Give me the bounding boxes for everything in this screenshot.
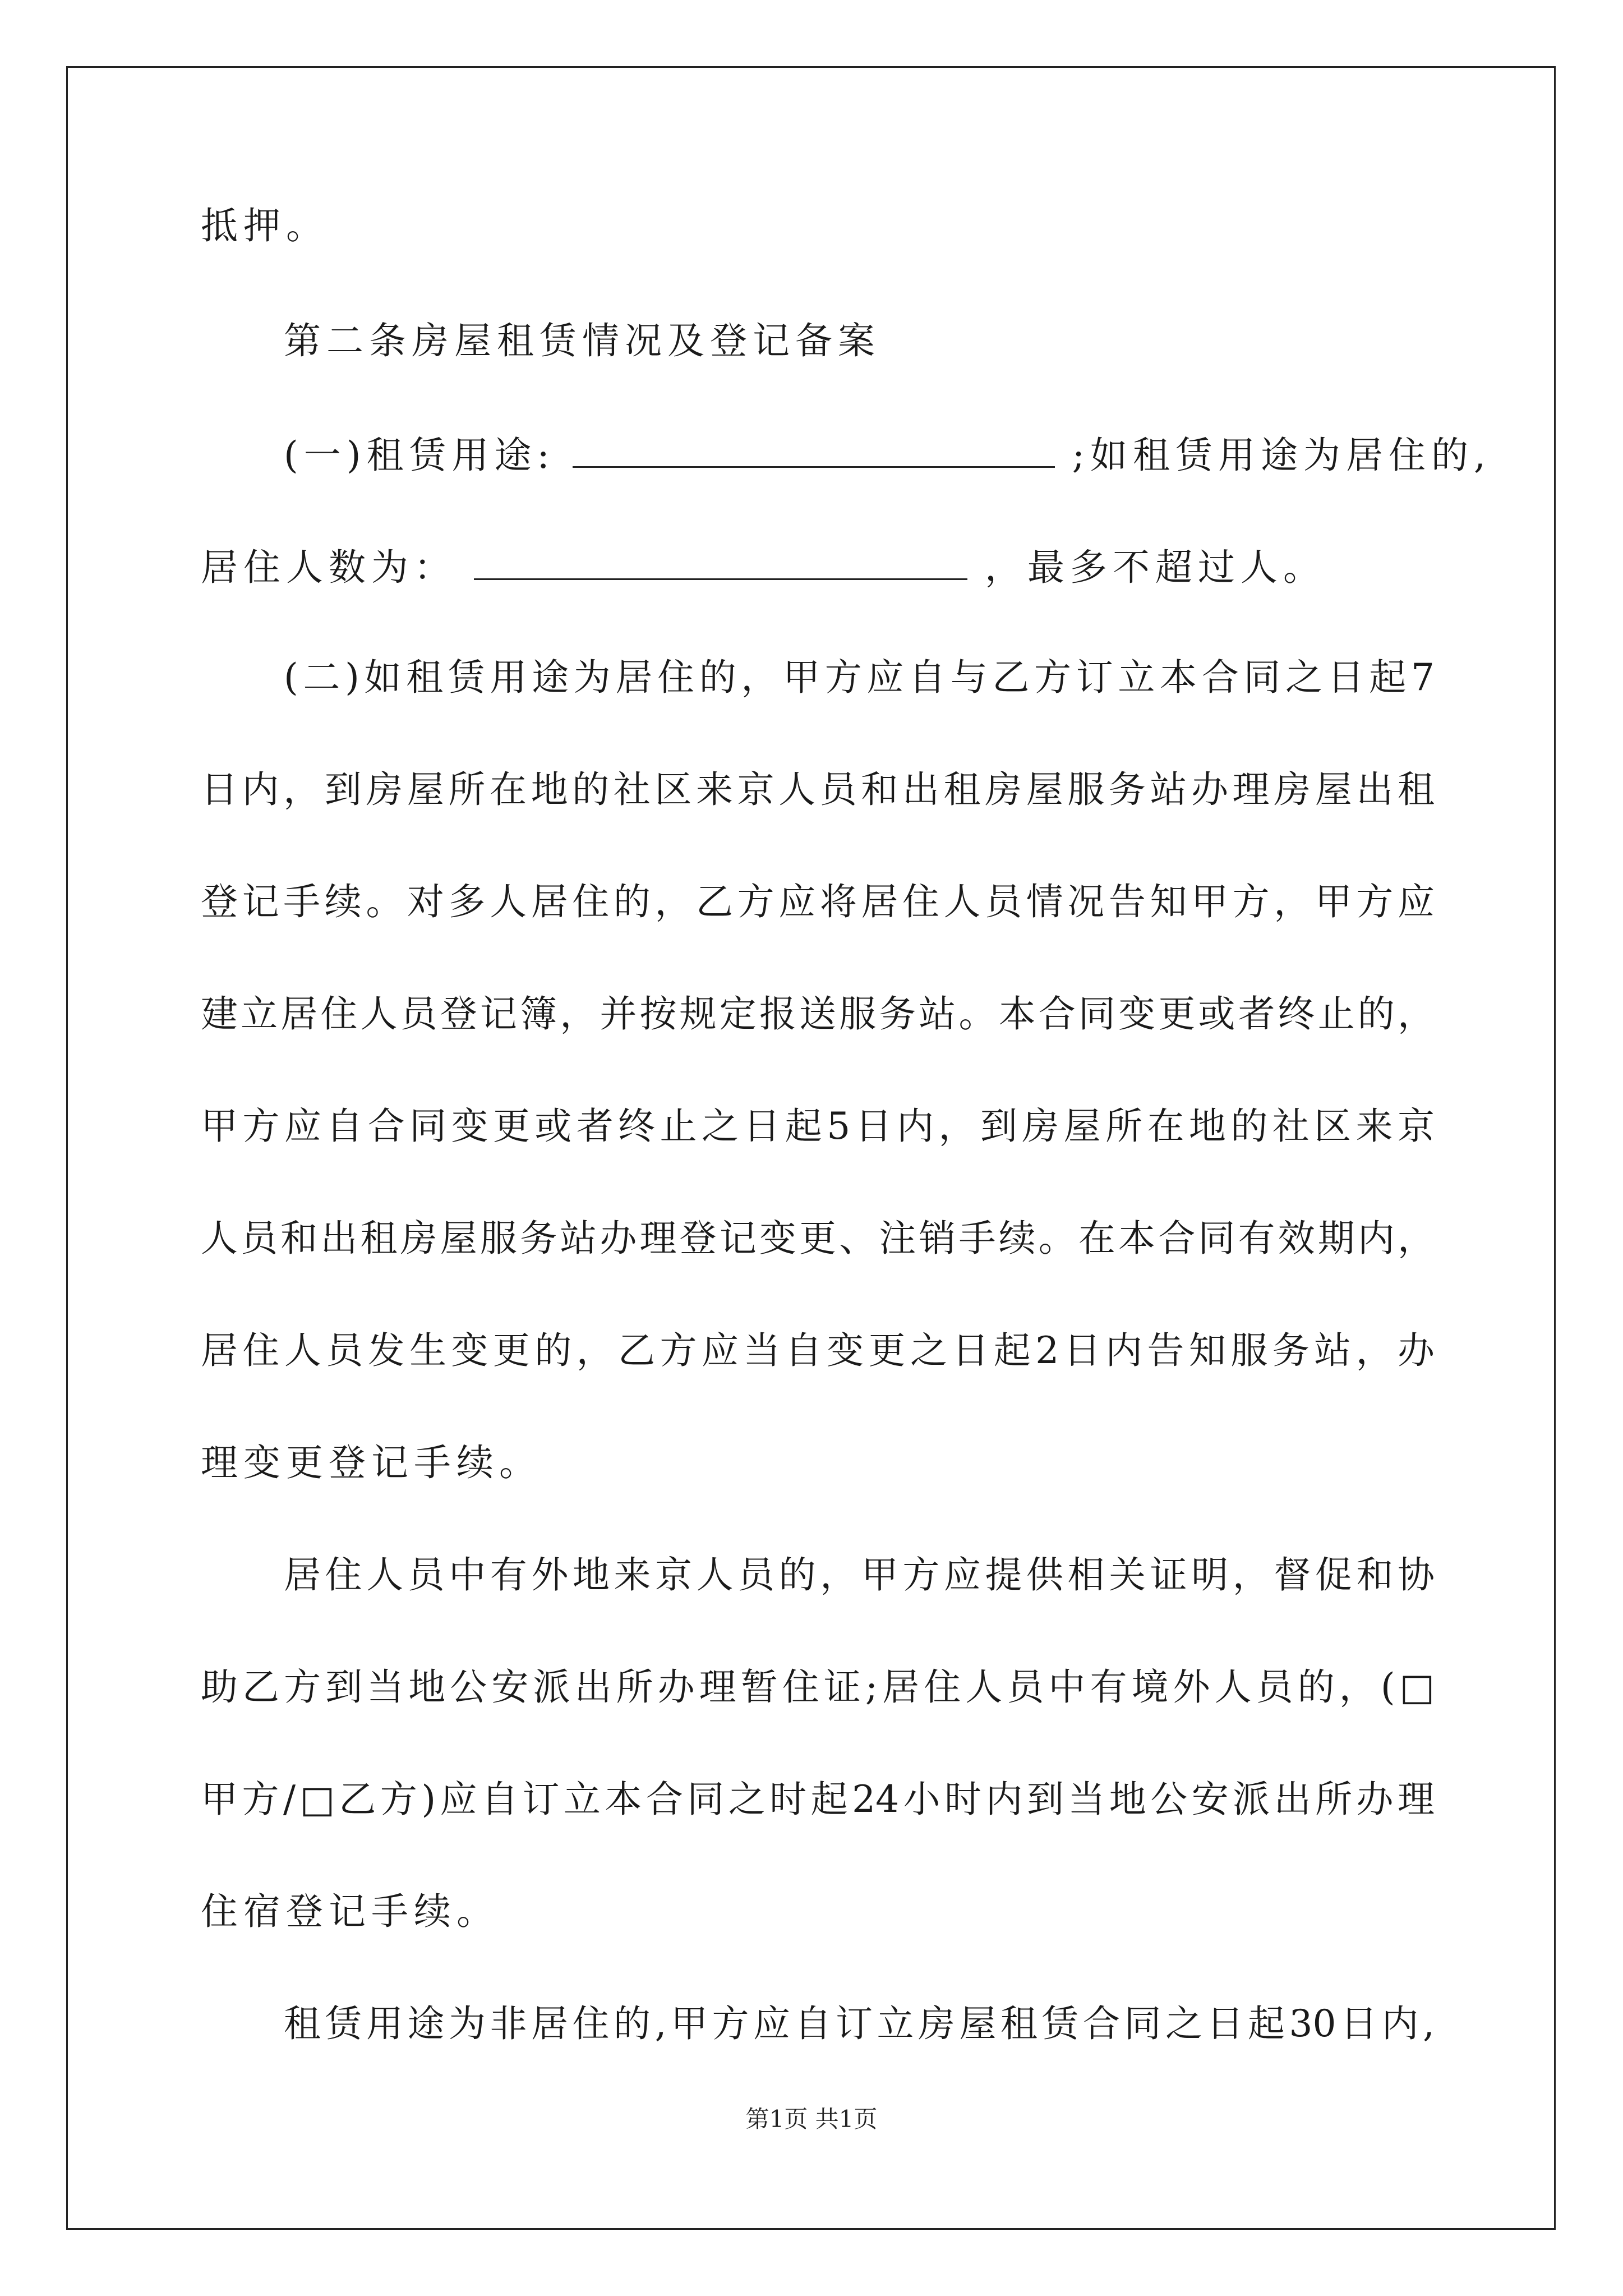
section-heading: 第二条房屋租赁情况及登记备案 — [284, 319, 880, 362]
text-line: 登记手续。对多人居住的，乙方应将居住人员情况告知甲方，甲方应 — [201, 880, 1435, 923]
text-line: 住宿登记手续。 — [201, 1890, 499, 1933]
text-line: 甲方/□乙方)应自订立本合同之时起24小时内到当地公安派出所办理 — [201, 1778, 1435, 1821]
text-line: 租赁用途为非居住的,甲方应自订立房屋租赁合同之日起30日内, — [284, 2002, 1435, 2045]
usage-label: (一)租赁用途: — [284, 434, 555, 477]
text-line: 甲方应自合同变更或者终止之日起5日内，到房屋所在地的社区来京 — [201, 1105, 1435, 1148]
occupants-blank-field[interactable] — [474, 547, 967, 580]
text-line: 居住人员中有外地来京人员的，甲方应提供相关证明，督促和协 — [284, 1553, 1435, 1596]
text-line: 助乙方到当地公安派出所办理暂住证;居住人员中有境外人员的，(□ — [201, 1665, 1435, 1709]
page-number-footer: 第1页 共1页 — [745, 2105, 878, 2133]
text-line: 人员和出租房屋服务站办理登记变更、注销手续。在本合同有效期内， — [201, 1217, 1435, 1260]
text-line: 居住人员发生变更的，乙方应当自变更之日起2日内告知服务站，办 — [201, 1329, 1435, 1372]
text-line-usage — [284, 434, 1491, 477]
usage-tail: ;如租赁用途为居住的, — [1072, 434, 1491, 477]
occupants-label: 居住人数为： — [201, 546, 457, 589]
usage-blank-field[interactable] — [573, 435, 1055, 468]
text-line: 日内，到房屋所在地的社区来京人员和出租房屋服务站办理房屋出租 — [201, 768, 1435, 811]
occupants-tail: ，最多不超过人。 — [984, 546, 1326, 589]
text-line: (二)如租赁用途为居住的，甲方应自与乙方订立本合同之日起7 — [284, 656, 1435, 699]
text-line: 建立居住人员登记簿，并按规定报送服务站。本合同变更或者终止的， — [201, 992, 1435, 1036]
text-line: 理变更登记手续。 — [201, 1441, 542, 1484]
text-line-occupants — [201, 546, 1326, 589]
text-line: 抵押。 — [201, 204, 329, 247]
